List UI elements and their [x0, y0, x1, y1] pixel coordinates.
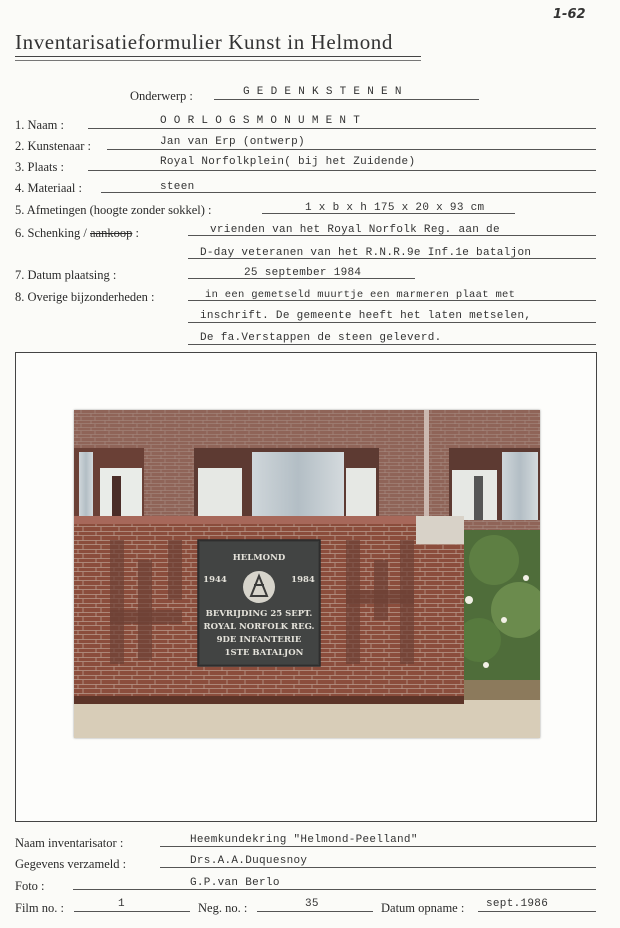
datum-opname-label: Datum opname : [381, 901, 465, 915]
field-plaats-value: Royal Norfolkplein( bij het Zuidende) [160, 156, 416, 168]
field-schenking-value-1: vrienden van het Royal Norfolk Reg. aan de [210, 224, 500, 236]
field-kunstenaar-line [107, 149, 596, 150]
foto-line [73, 889, 596, 890]
field-schenking-label-struck: aankoop [90, 226, 133, 240]
field-afmetingen-label: 5. Afmetingen (hoogte zonder sokkel) : [15, 203, 212, 217]
foto-label: Foto : [15, 879, 45, 893]
field-schenking-value-2: D-day veteranen van het R.N.R.9e Inf.1e bataljon [200, 247, 532, 259]
field-bijzonderheden-value-1: in een gemetseld muurtje een marmeren plaat met [205, 289, 516, 301]
field-schenking-label-post: : [132, 226, 139, 240]
field-bijzonderheden-line-3 [188, 344, 596, 345]
field-kunstenaar-value: Jan van Erp (ontwerp) [160, 136, 305, 148]
neg-no-label: Neg. no. : [198, 901, 248, 915]
naam-inventarisator-value: Heemkundekring "Helmond-Peelland" [190, 834, 418, 846]
naam-inventarisator-line [160, 846, 596, 847]
plaque-line-1: BEVRIJDING 25 SEPT. [205, 609, 313, 619]
gegevens-verzameld-value: Drs.A.A.Duquesnoy [190, 855, 308, 867]
form-title: Inventarisatieformulier Kunst in Helmond [15, 30, 393, 54]
title-underline-thin [15, 60, 421, 61]
field-afmetingen-line [262, 213, 515, 214]
field-schenking-label [15, 226, 139, 241]
field-materiaal-value: steen [160, 181, 195, 193]
field-schenking-line-2 [188, 258, 596, 259]
monument-photo [74, 410, 540, 738]
field-bijzonderheden-line-1 [188, 300, 596, 301]
field-kunstenaar-label: 2. Kunstenaar : [15, 139, 92, 153]
foto-value: G.P.van Berlo [190, 877, 280, 889]
title-underline [15, 56, 421, 57]
film-no-label: Film no. : [15, 901, 64, 915]
plaque-line-3: 9DE INFANTERIE [216, 635, 302, 645]
field-naam-label: 1. Naam : [15, 118, 64, 132]
field-plaats-label: 3. Plaats : [15, 160, 64, 174]
field-naam-line [88, 128, 596, 129]
gegevens-verzameld-label: Gegevens verzameld : [15, 857, 127, 871]
onderwerp-value: G E D E N K S T E N E N [243, 86, 402, 98]
field-datum-plaatsing-line [188, 278, 415, 279]
field-afmetingen-value: 1 x b x h 175 x 20 x 93 cm [305, 202, 485, 214]
field-bijzonderheden-label: 8. Overige bijzonderheden : [15, 290, 155, 304]
datum-opname-value: sept.1986 [486, 898, 549, 910]
field-materiaal-label: 4. Materiaal : [15, 181, 82, 195]
field-bijzonderheden-value-3: De fa.Verstappen de steen geleverd. [200, 332, 442, 344]
onderwerp-label: Onderwerp : [130, 89, 193, 103]
plaque-year-left: 1944 [203, 575, 227, 585]
field-schenking-line-1 [188, 235, 596, 236]
field-naam-value: O O R L O G S M O N U M E N T [160, 115, 361, 127]
onderwerp-line [214, 99, 479, 100]
plaque-year-right: 1984 [291, 575, 315, 585]
film-no-line [74, 911, 190, 912]
field-datum-plaatsing-label: 7. Datum plaatsing : [15, 268, 117, 282]
field-bijzonderheden-value-2: inschrift. De gemeente heeft het laten metselen, [200, 310, 532, 322]
field-datum-plaatsing-value: 25 september 1984 [244, 267, 362, 279]
naam-inventarisator-label: Naam inventarisator : [15, 836, 124, 850]
field-plaats-line [88, 170, 596, 171]
neg-no-value: 35 [305, 898, 319, 910]
field-materiaal-line [101, 192, 596, 193]
field-schenking-label-pre: 6. Schenking / [15, 226, 90, 240]
gegevens-verzameld-line [160, 867, 596, 868]
plaque-line-2: ROYAL NORFOLK REG. [203, 622, 315, 632]
page-number: 1-62 [553, 7, 586, 22]
field-bijzonderheden-line-2 [188, 322, 596, 323]
plaque-city: HELMOND [232, 553, 286, 563]
datum-opname-line [478, 911, 596, 912]
neg-no-line [257, 911, 373, 912]
film-no-value: 1 [118, 898, 125, 910]
plaque-line-4: 1STE BATALJON [224, 648, 304, 658]
